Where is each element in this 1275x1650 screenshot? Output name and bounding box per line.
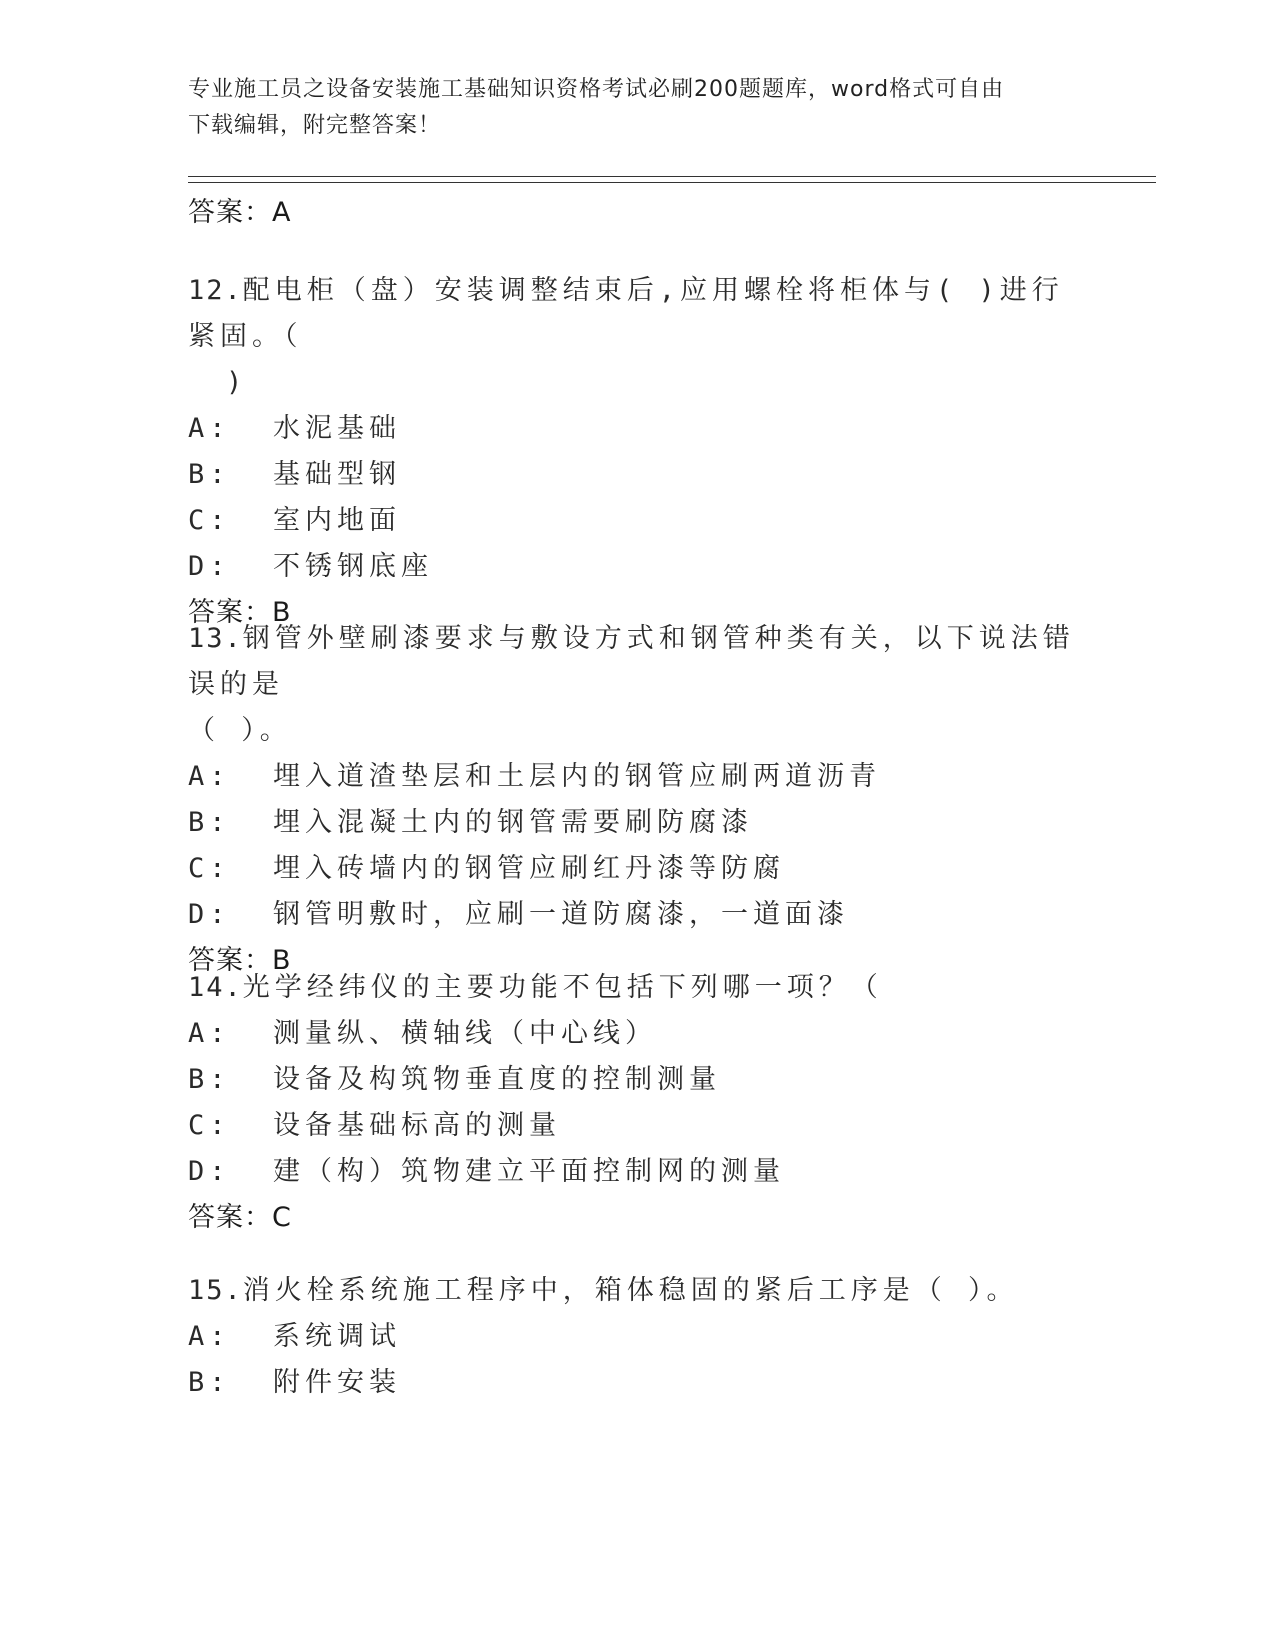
- previous-answer: 答案：A: [188, 197, 292, 228]
- question-text-continued: （ ）。: [188, 715, 292, 746]
- answer: 答案：B: [188, 945, 292, 976]
- answer: 答案：B: [188, 597, 292, 628]
- option-d: D: 不锈钢底座: [188, 551, 434, 582]
- option-c: C: 埋入砖墙内的钢管应刷红丹漆等防腐: [188, 853, 786, 884]
- option-c: C: 室内地面: [188, 505, 402, 536]
- option-b: B: 埋入混凝土内的钢管需要刷防腐漆: [188, 807, 754, 838]
- question-text: 配电柜（盘）安装调整结束后,应用螺栓将柜体与( )进行紧固。（: [188, 275, 1064, 352]
- option-a: A: 水泥基础: [188, 413, 402, 444]
- answer: 答案：C: [188, 1202, 292, 1233]
- question-text: 钢管外壁刷漆要求与敷设方式和钢管种类有关，以下说法错误的是: [188, 623, 1075, 700]
- option-d: D: 建（构）筑物建立平面控制网的测量: [188, 1156, 786, 1187]
- question-stem: [188, 268, 1088, 360]
- header-line-1: 专业施工员之设备安装施工基础知识资格考试必刷200题题库，word格式可自由: [188, 77, 1005, 102]
- question-number: 13.: [188, 623, 243, 654]
- question-text-continued: ): [226, 367, 248, 398]
- option-a: A: 测量纵、横轴线（中心线）: [188, 1018, 658, 1049]
- question-14: [188, 965, 1088, 1241]
- option-b: B: 设备及构筑物垂直度的控制测量: [188, 1064, 722, 1095]
- option-b: B: 附件安装: [188, 1367, 402, 1398]
- question-number: 15.: [188, 1275, 243, 1306]
- question-15: [188, 1268, 1088, 1406]
- question-stem: [188, 965, 1088, 1011]
- header-divider: [188, 176, 1156, 183]
- document-header: [188, 72, 1068, 144]
- option-d: D: 钢管明敷时，应刷一道防腐漆，一道面漆: [188, 899, 850, 930]
- option-c: C: 设备基础标高的测量: [188, 1110, 562, 1141]
- option-b: B: 基础型钢: [188, 459, 402, 490]
- question-stem: [188, 616, 1088, 708]
- question-12: [188, 268, 1088, 636]
- header-line-2: 下载编辑，附完整答案！: [188, 113, 442, 138]
- question-number: 14.: [188, 972, 243, 1003]
- option-a: A: 埋入道渣垫层和土层内的钢管应刷两道沥青: [188, 761, 882, 792]
- question-text: 光学经纬仪的主要功能不包括下列哪一项？（: [242, 972, 883, 1003]
- option-a: A: 系统调试: [188, 1321, 402, 1352]
- question-number: 12.: [188, 275, 243, 306]
- question-text: 消火栓系统施工程序中，箱体稳固的紧后工序是（ ）。: [242, 1275, 1019, 1306]
- question-13: [188, 616, 1088, 984]
- question-stem: [188, 1268, 1088, 1314]
